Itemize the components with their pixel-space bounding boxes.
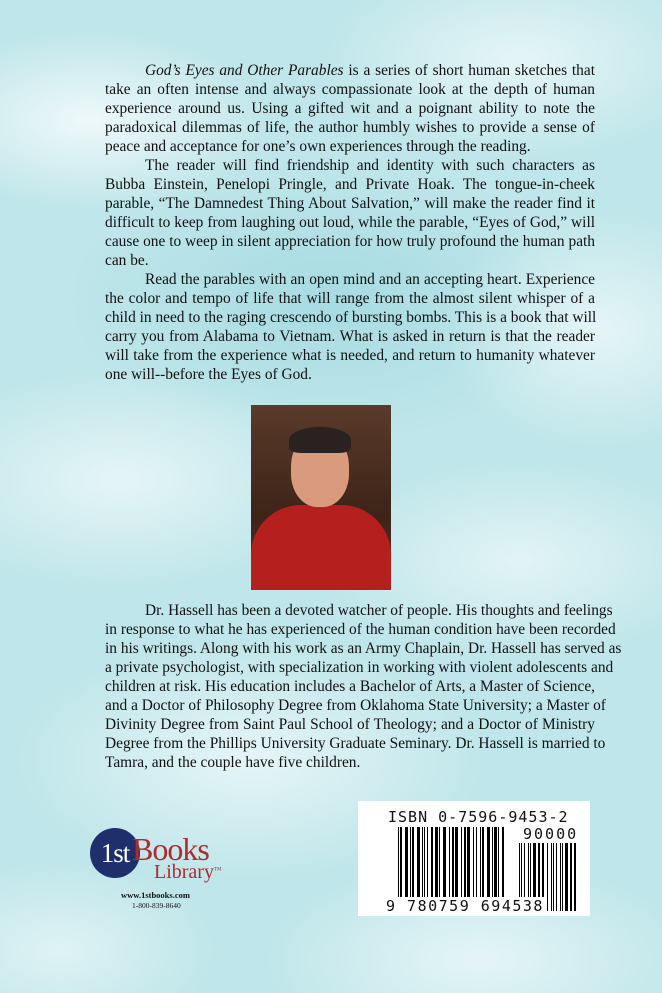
text-line: one will--before the Eyes of God.	[105, 366, 312, 383]
barcode-bar	[570, 843, 572, 911]
text-line: a private psychologist, with specialization in working with violent adolescents and	[105, 659, 614, 676]
text-line: experience around us. Using a gifted wit and a poignant ability to note the	[105, 100, 595, 117]
text-line: Tamra, and the couple have five children.	[105, 754, 361, 771]
description-paragraph-2	[105, 156, 595, 270]
logo-books: Books	[132, 831, 209, 867]
ean-number: 9 780759 694538	[386, 897, 544, 915]
publisher-url: www.1stbooks.com	[121, 890, 190, 900]
text-line: The reader will find friendship and identity with such characters as	[145, 157, 595, 174]
text-line: cause one to weep in silent appreciation for how truly profound the human path	[105, 233, 595, 250]
barcode-bar	[551, 843, 552, 911]
author-photo	[251, 405, 391, 590]
text-line: children at risk. His education includes a Bachelor of Arts, a Master of Science,	[105, 678, 595, 695]
text-line: take an often intense and always compassionate look at the depth of human	[105, 81, 595, 98]
book-title: God’s Eyes and Other Parables	[145, 62, 344, 79]
barcode-bar	[556, 843, 557, 911]
text-line: will take from the experience what is needed, and return to humanity whatever	[105, 347, 595, 364]
logo-circle: 1st	[90, 828, 140, 878]
text-line: and a Doctor of Philosophy Degree from Oklahoma State University; a Master of	[105, 697, 606, 714]
logo-library	[154, 861, 221, 884]
barcode-bar	[553, 843, 554, 911]
text-line: can be.	[105, 252, 149, 269]
description-paragraph-1	[105, 61, 595, 156]
text-line: in response to what he has experienced of the human condition have been recorded	[105, 621, 616, 638]
description-paragraph-3	[105, 270, 595, 384]
barcode-bar	[574, 843, 576, 911]
text-line: difficult to keep from laughing out loud, while the parable, “Eyes of God,” will	[105, 214, 595, 231]
barcode-bar	[565, 843, 568, 911]
text-line: paradoxical dilemmas of life, the author humbly wishes to provide a sense of	[105, 119, 595, 136]
text-line: carry you from Alabama to Vietnam. What is asked in return is that the reader	[105, 328, 595, 345]
text-line: peace and acceptance for one’s own experiences through the reading.	[105, 138, 531, 155]
price-code: 90000	[523, 825, 579, 843]
text-line: God’s Eyes and Other Parables is a series of short human sketches that	[145, 62, 595, 79]
barcode-bar	[547, 843, 548, 911]
text-line: Read the parables with an open mind and an accepting heart. Experience	[145, 271, 595, 288]
library-text: Library	[154, 861, 214, 883]
trademark: TM	[213, 867, 222, 873]
text-line: parable, “The Damnedest Thing About Salvation,” will make the reader find it	[105, 195, 595, 212]
text-line: Bubba Einstein, Penelopi Pringle, and Private Hoak. The tongue-in-cheek	[105, 176, 595, 193]
publisher-logo	[90, 828, 240, 918]
isbn-barcode	[358, 801, 590, 916]
text-line: Degree from the Phillips University Graduate Seminary. Dr. Hassell is married to	[105, 735, 606, 752]
text-line: in his writings. Along with his work as an Army Chaplain, Dr. Hassell has served as	[105, 640, 622, 657]
text-line: Divinity Degree from Saint Paul School of Theology; and a Doctor of Ministry	[105, 716, 595, 733]
text-line: the color and tempo of life that will range from the almost silent whisper of a	[105, 290, 595, 307]
author-bio	[105, 601, 622, 772]
barcode-bar	[560, 843, 561, 911]
isbn-text: ISBN 0-7596-9453-2	[388, 808, 569, 826]
text-line: Dr. Hassell has been a devoted watcher of people. His thoughts and feelings	[145, 602, 613, 619]
barcode-bar	[562, 843, 563, 911]
publisher-phone: 1-800-839-8640	[132, 901, 181, 910]
text-line: child in need to the raging crescendo of bursting bombs. This is a book that will	[105, 309, 597, 326]
